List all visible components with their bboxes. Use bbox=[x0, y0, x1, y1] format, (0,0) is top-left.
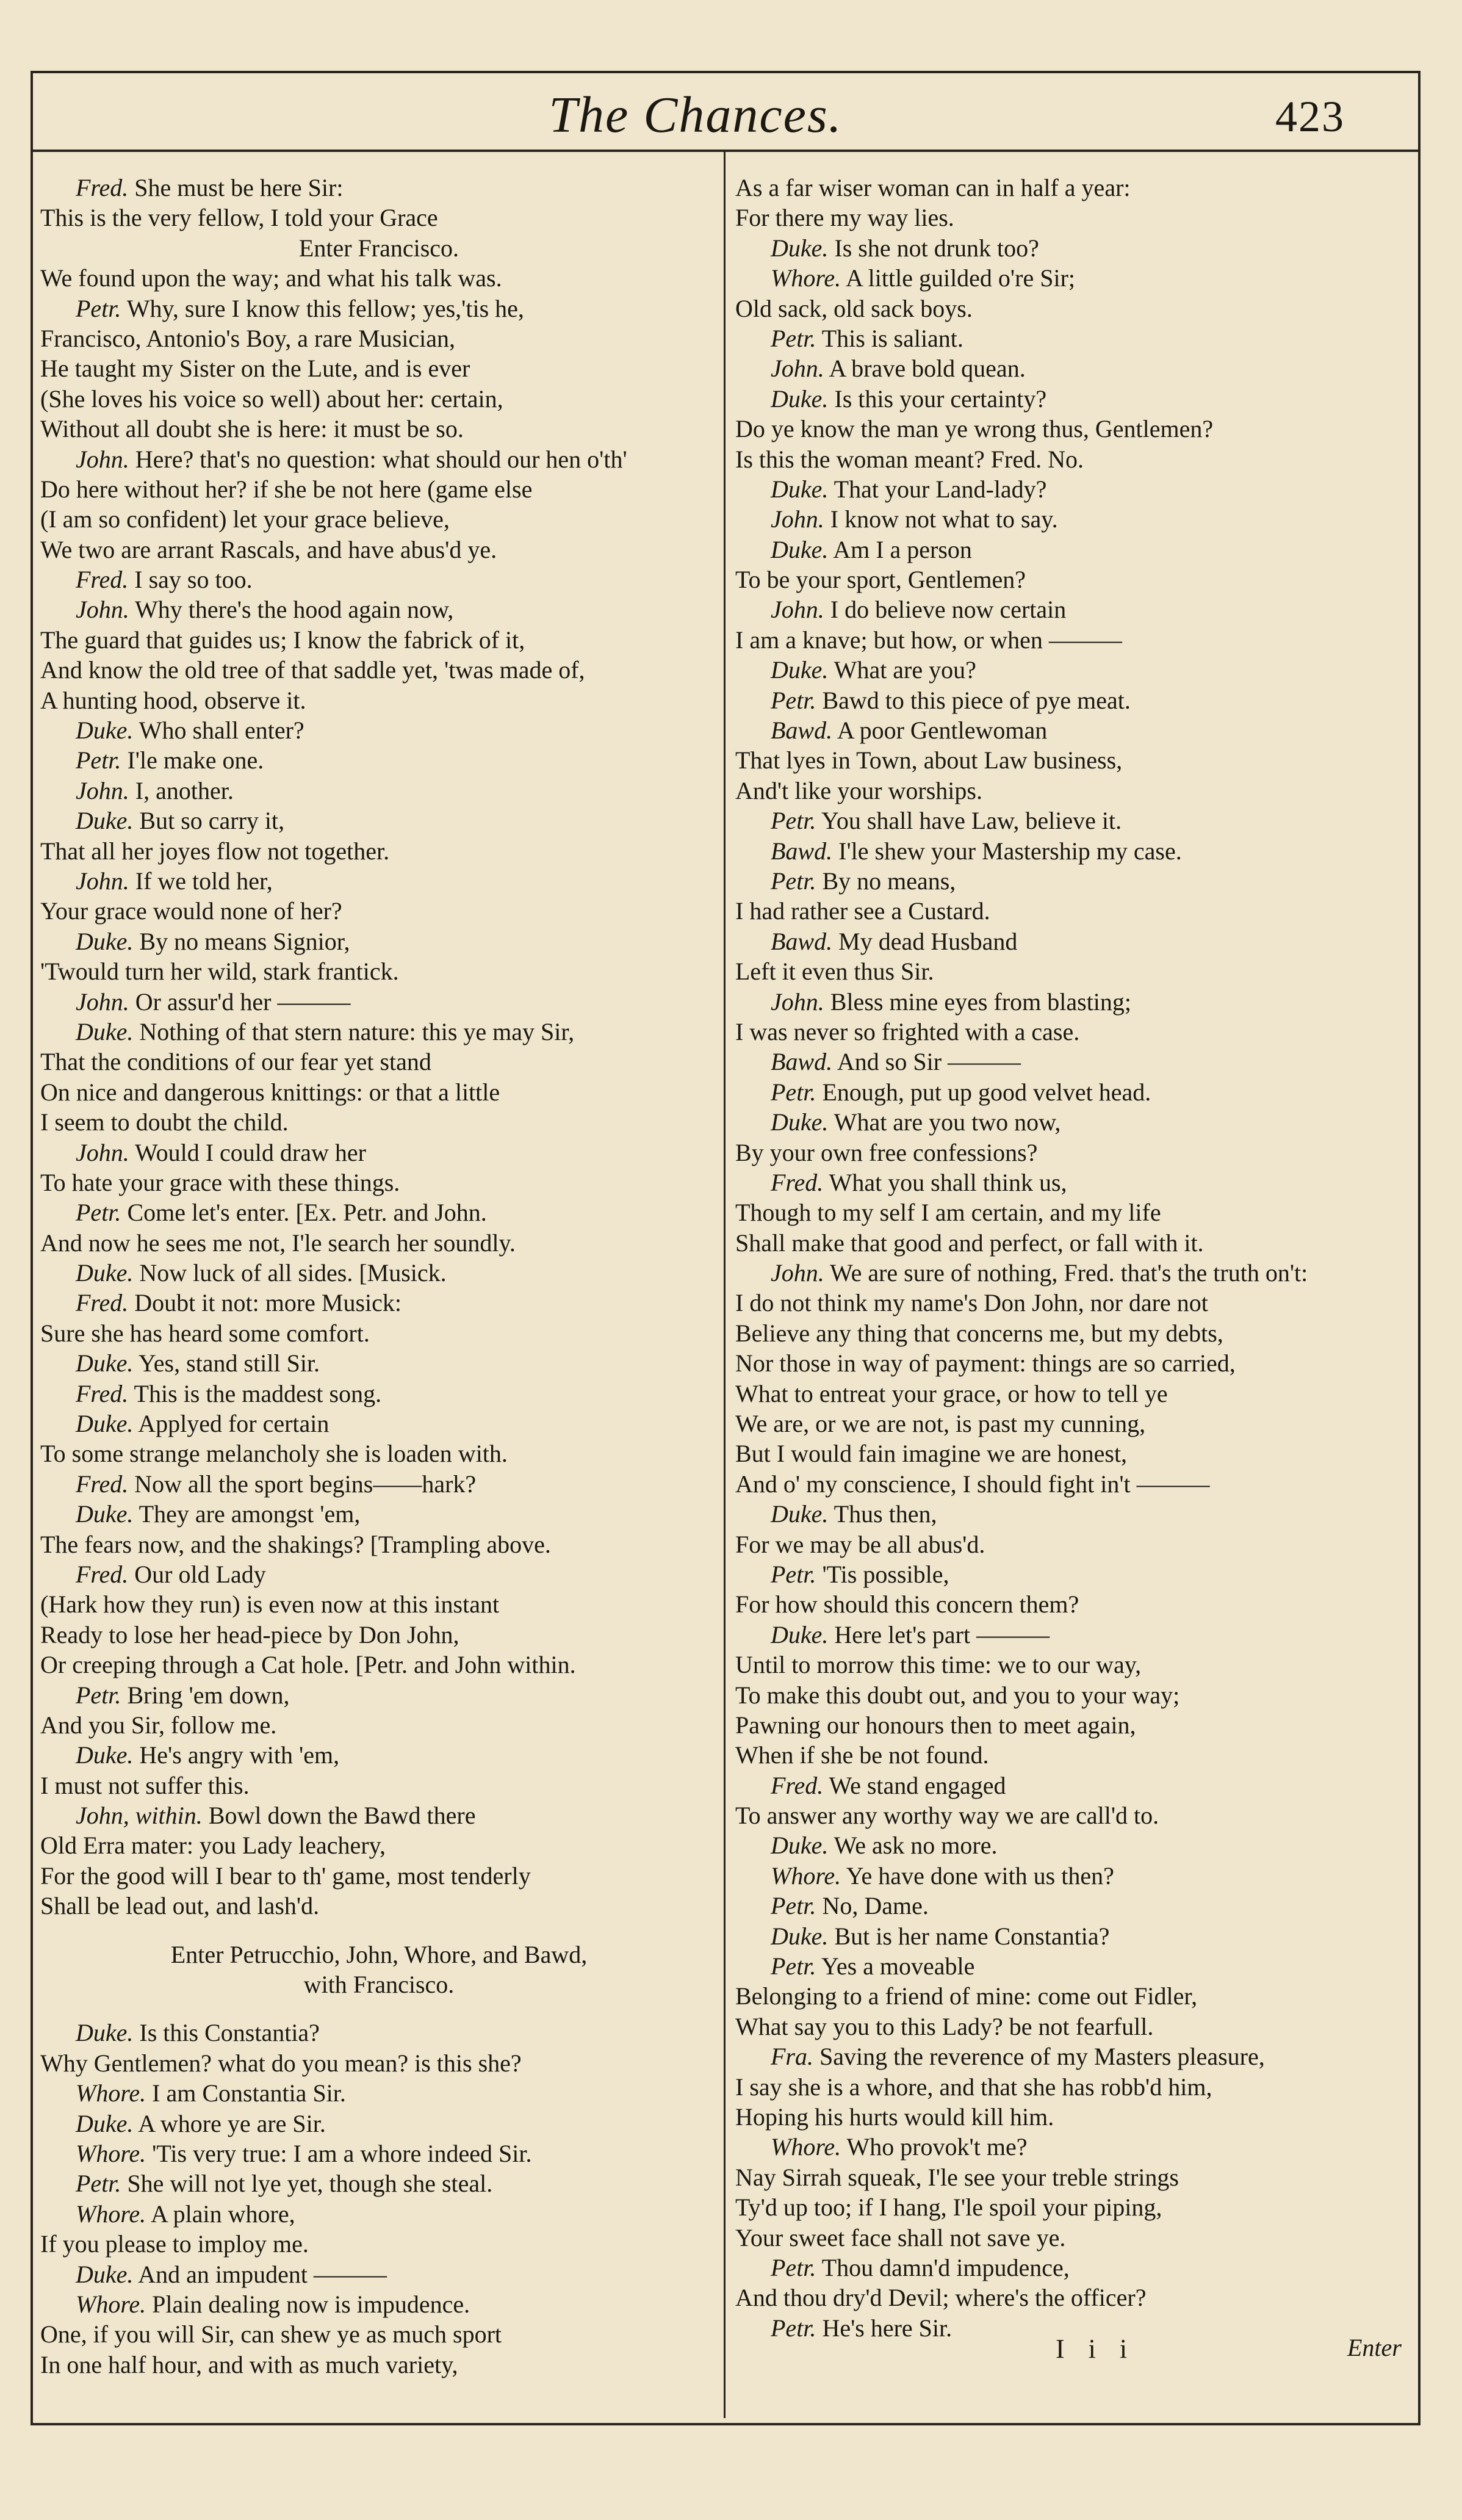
text-line: Without all doubt she is here: it must be so. bbox=[40, 415, 464, 443]
speaker-name: Fred. bbox=[76, 1379, 129, 1407]
text-line: For how should this concern them? bbox=[735, 1590, 1079, 1619]
text-line: John. I know not what to say. bbox=[771, 505, 1058, 533]
speaker-name: John, within. bbox=[76, 1802, 203, 1830]
speaker-name: Duke. bbox=[76, 1259, 134, 1287]
text-line: Fra. Saving the reverence of my Masters pleasure, bbox=[771, 2043, 1265, 2071]
speaker-name: Whore. bbox=[771, 264, 841, 292]
speaker-name: Fred. bbox=[76, 1470, 129, 1498]
text-line: Petr. Why, sure I know this fellow; yes,'tis he, bbox=[76, 294, 524, 322]
text-line: Petr. Bring 'em down, bbox=[76, 1681, 290, 1709]
text-line: And you Sir, follow me. bbox=[40, 1711, 277, 1739]
text-line: John. Would I could draw her bbox=[76, 1138, 366, 1166]
text-line: Duke. A whore ye are Sir. bbox=[76, 2109, 326, 2137]
text-line: Petr. He's here Sir. bbox=[771, 2314, 952, 2342]
text-line: Fred. We stand engaged bbox=[771, 1771, 1006, 1799]
speaker-name: Petr. bbox=[76, 1681, 121, 1709]
speaker-name: Petr. bbox=[76, 2170, 121, 2198]
text-line: Bawd. My dead Husband bbox=[771, 927, 1018, 955]
text-line: Believe any thing that concerns me, but my debts, bbox=[735, 1319, 1223, 1347]
text-line: I say she is a whore, and that she has robb'd him, bbox=[735, 2073, 1212, 2101]
text-line: Whore. A plain whore, bbox=[76, 2200, 295, 2228]
speaker-name: Fra. bbox=[771, 2043, 813, 2071]
text-line: Petr. You shall have Law, believe it. bbox=[771, 807, 1122, 835]
catchword: Enter bbox=[1347, 2334, 1402, 2361]
speaker-name: Duke. bbox=[771, 1832, 829, 1860]
text-line: And now he sees me not, I'le search her soundly. bbox=[40, 1229, 516, 1257]
speaker-name: Fred. bbox=[76, 566, 129, 594]
text-line: Pawning our honours then to meet again, bbox=[735, 1711, 1136, 1739]
text-line: John. Or assur'd her ——— bbox=[76, 987, 351, 1016]
speaker-name: John. bbox=[76, 445, 129, 473]
speaker-name: Bawd. bbox=[771, 927, 833, 955]
text-line: Duke. And an impudent ——— bbox=[76, 2260, 387, 2288]
text-line: One, if you will Sir, can shew ye as much sport bbox=[40, 2320, 502, 2349]
text-line: Petr. She will not lye yet, though she steal. bbox=[76, 2170, 493, 2198]
speaker-name: Duke. bbox=[76, 1349, 134, 1377]
text-line: In one half hour, and with as much variety, bbox=[40, 2350, 458, 2378]
text-line: Petr. Bawd to this piece of pye meat. bbox=[771, 686, 1131, 714]
signature-mark: I i i bbox=[1056, 2334, 1136, 2364]
speaker-name: Whore. bbox=[771, 2133, 841, 2161]
text-line: Petr. Enough, put up good velvet head. bbox=[771, 1078, 1151, 1106]
text-line: John. I do believe now certain bbox=[771, 596, 1067, 624]
text-line: Whore. Ye have done with us then? bbox=[771, 1861, 1114, 1890]
text-line: By your own free confessions? bbox=[735, 1138, 1038, 1166]
text-line: And thou dry'd Devil; where's the officer? bbox=[735, 2284, 1147, 2312]
text-line: Petr. No, Dame. bbox=[771, 1892, 929, 1920]
text-line: with Francisco. bbox=[303, 1971, 455, 1999]
speaker-name: Fred. bbox=[76, 1289, 129, 1317]
text-line: Fred. This is the maddest song. bbox=[76, 1379, 382, 1407]
text-line: Duke. But so carry it, bbox=[76, 807, 285, 835]
speaker-name: Duke. bbox=[76, 1410, 134, 1438]
speaker-name: Fred. bbox=[771, 1168, 824, 1196]
speaker-name: Duke. bbox=[76, 2109, 134, 2137]
speaker-name: Petr. bbox=[771, 867, 816, 895]
text-line: Whore. Who provok't me? bbox=[771, 2133, 1028, 2161]
text-line: That lyes in Town, about Law business, bbox=[735, 746, 1123, 774]
text-line: Fred. Our old Lady bbox=[76, 1560, 266, 1588]
text-line: This is the very fellow, I told your Grace bbox=[40, 204, 438, 232]
text-line: What to entreat your grace, or how to tell ye bbox=[735, 1379, 1168, 1407]
text-line: Enter Francisco. bbox=[298, 234, 459, 262]
text-line: Petr. By no means, bbox=[771, 867, 956, 895]
text-line: I was never so frighted with a case. bbox=[735, 1017, 1080, 1045]
text-line: Whore. A little guilded o're Sir; bbox=[771, 264, 1076, 292]
speaker-name: Petr. bbox=[771, 1560, 816, 1588]
speaker-name: Duke. bbox=[76, 927, 134, 955]
text-line: (She loves his voice so well) about her: certain, bbox=[40, 384, 503, 413]
text-line: Bawd. And so Sir ——— bbox=[771, 1048, 1021, 1076]
text-line: Whore. Plain dealing now is impudence. bbox=[76, 2290, 470, 2318]
speaker-name: Petr. bbox=[771, 1078, 816, 1106]
text-line: Francisco, Antonio's Boy, a rare Musician, bbox=[40, 324, 456, 352]
text-line: Old Erra mater: you Lady leachery, bbox=[40, 1832, 386, 1860]
text-line: I do not think my name's Don John, nor dare not bbox=[735, 1289, 1208, 1317]
speaker-name: John. bbox=[76, 776, 129, 804]
text-line: Duke. Yes, stand still Sir. bbox=[76, 1349, 320, 1377]
text-line: John. If we told her, bbox=[76, 867, 273, 895]
text-line: Duke. Nothing of that stern nature: this ye may Sir, bbox=[76, 1017, 575, 1045]
text-line: Duke. That your Land-lady? bbox=[771, 475, 1047, 503]
speaker-name: Whore. bbox=[76, 2290, 146, 2318]
text-line: Nor those in way of payment: things are so carried, bbox=[735, 1349, 1236, 1377]
text-line: Duke. Is this Constantia? bbox=[76, 2019, 320, 2047]
text-line: Duke. What are you? bbox=[771, 656, 976, 684]
text-line: Shall be lead out, and lash'd. bbox=[40, 1892, 320, 1920]
text-line: Enter Petrucchio, John, Whore, and Bawd, bbox=[170, 1940, 588, 1968]
text-line: Until to morrow this time: we to our way, bbox=[735, 1651, 1142, 1679]
speaker-name: Duke. bbox=[76, 2019, 134, 2047]
speaker-name: John. bbox=[771, 596, 824, 624]
page-number: 423 bbox=[1275, 92, 1345, 141]
speaker-name: Duke. bbox=[771, 1922, 829, 1950]
text-line: Duke. Now luck of all sides. [Musick. bbox=[76, 1259, 447, 1287]
text-line: We are, or we are not, is past my cunning, bbox=[735, 1410, 1146, 1438]
text-line: Fred. She must be here Sir: bbox=[76, 174, 344, 201]
text-line: Fred. Now all the sport begins——hark? bbox=[76, 1470, 477, 1498]
text-line: John. We are sure of nothing, Fred. that's the truth on't: bbox=[771, 1259, 1308, 1287]
speaker-name: John. bbox=[771, 1259, 824, 1287]
speaker-name: Whore. bbox=[76, 2140, 146, 2167]
text-line: John. Bless mine eyes from blasting; bbox=[771, 987, 1132, 1016]
text-line: I must not suffer this. bbox=[40, 1771, 250, 1799]
text-line: Why Gentlemen? what do you mean? is this she? bbox=[40, 2049, 522, 2077]
speaker-name: Duke. bbox=[76, 1741, 134, 1769]
speaker-name: John. bbox=[771, 505, 824, 533]
speaker-name: Duke. bbox=[771, 234, 829, 262]
text-line: Bawd. I'le shew your Mastership my case. bbox=[771, 837, 1182, 865]
text-line: (I am so confident) let your grace believe, bbox=[40, 505, 450, 533]
text-line: What say you to this Lady? be not fearfull. bbox=[735, 2012, 1154, 2040]
text-line: To make this doubt out, and you to your way; bbox=[735, 1681, 1180, 1709]
text-line: For there my way lies. bbox=[735, 204, 954, 232]
text-line: Do ye know the man ye wrong thus, Gentlemen? bbox=[735, 415, 1214, 443]
text-line: Fred. Doubt it not: more Musick: bbox=[76, 1289, 402, 1317]
text-line: Duke. We ask no more. bbox=[771, 1832, 998, 1860]
text-line: Duke. Is she not drunk too? bbox=[771, 234, 1039, 262]
text-line: The guard that guides us; I know the fabrick of it, bbox=[40, 626, 525, 654]
text-line: John. A brave bold quean. bbox=[771, 355, 1026, 383]
speaker-name: Petr. bbox=[771, 807, 816, 835]
text-line: Petr. Yes a moveable bbox=[771, 1952, 975, 1980]
speaker-name: Petr. bbox=[76, 746, 121, 774]
speaker-name: Fred. bbox=[76, 1560, 129, 1588]
speaker-name: John. bbox=[771, 355, 824, 383]
running-title: The Chances. bbox=[549, 87, 843, 143]
text-line: Duke. Here let's part ——— bbox=[771, 1620, 1050, 1648]
text-line: Petr. This is saliant. bbox=[771, 324, 963, 352]
speaker-name: Whore. bbox=[76, 2079, 146, 2107]
speaker-name: Bawd. bbox=[771, 717, 833, 745]
text-line: On nice and dangerous knittings: or that a little bbox=[40, 1078, 500, 1106]
speaker-name: John. bbox=[76, 1138, 129, 1166]
speaker-name: Bawd. bbox=[771, 1048, 833, 1076]
text-line: Though to my self I am certain, and my life bbox=[735, 1199, 1161, 1227]
text-line: Fred. What you shall think us, bbox=[771, 1168, 1067, 1196]
speaker-name: Duke. bbox=[76, 1017, 134, 1045]
text-line: I am a knave; but how, or when ——— bbox=[735, 626, 1122, 654]
text-line: Duke. Thus then, bbox=[771, 1500, 937, 1528]
speaker-name: Duke. bbox=[76, 1500, 134, 1528]
text-line: Petr. Thou damn'd impudence, bbox=[771, 2253, 1070, 2281]
text-line: I had rather see a Custard. bbox=[735, 897, 990, 925]
text-line: Petr. 'Tis possible, bbox=[771, 1560, 949, 1588]
header-rule bbox=[31, 150, 1421, 152]
text-line: And know the old tree of that saddle yet, 'twas made of, bbox=[40, 656, 585, 684]
speaker-name: Petr. bbox=[771, 1892, 816, 1920]
text-line: I seem to doubt the child. bbox=[40, 1108, 289, 1136]
text-line: If you please to imploy me. bbox=[40, 2230, 309, 2258]
text-line: Duke. What are you two now, bbox=[771, 1108, 1061, 1136]
text-line: Or creeping through a Cat hole. [Petr. and John within. bbox=[40, 1651, 576, 1679]
text-line: For we may be all abus'd. bbox=[735, 1530, 985, 1558]
text-line: To hate your grace with these things. bbox=[40, 1168, 400, 1196]
text-line: Duke. Am I a person bbox=[771, 535, 972, 563]
speaker-name: Petr. bbox=[771, 2253, 816, 2281]
text-line bbox=[40, 1999, 718, 2018]
text-line: And o' my conscience, I should fight in't ——— bbox=[735, 1470, 1210, 1498]
text-line: John. Why there's the hood again now, bbox=[76, 596, 454, 624]
text-line: Bawd. A poor Gentlewoman bbox=[771, 717, 1048, 745]
speaker-name: Petr. bbox=[771, 1952, 816, 1980]
speaker-name: John. bbox=[76, 867, 129, 895]
text-line: Whore. 'Tis very true: I am a whore indeed Sir. bbox=[76, 2140, 532, 2167]
text-line: Nay Sirrah squeak, I'le see your treble strings bbox=[735, 2163, 1179, 2191]
speaker-name: John. bbox=[76, 596, 129, 624]
text-line: Duke. By no means Signior, bbox=[76, 927, 350, 955]
text-line: Your sweet face shall not save ye. bbox=[735, 2223, 1066, 2251]
text-line: We two are arrant Rascals, and have abus'd ye. bbox=[40, 535, 497, 563]
speaker-name: Duke. bbox=[771, 1500, 829, 1528]
right-column bbox=[735, 173, 1413, 2343]
text-line: Belonging to a friend of mine: come out Fidler, bbox=[735, 1982, 1198, 2010]
speaker-name: Duke. bbox=[76, 717, 134, 745]
speaker-name: Petr. bbox=[771, 324, 816, 352]
text-line: When if she be not found. bbox=[735, 1741, 989, 1769]
speaker-name: Petr. bbox=[771, 686, 816, 714]
text-line: Do here without her? if she be not here (game else bbox=[40, 475, 533, 503]
text-line: That the conditions of our fear yet stand bbox=[40, 1048, 431, 1076]
speaker-name: Duke. bbox=[771, 384, 829, 413]
speaker-name: Petr. bbox=[771, 2314, 816, 2342]
text-line: John, within. Bowl down the Bawd there bbox=[76, 1802, 476, 1830]
speaker-name: Duke. bbox=[76, 807, 134, 835]
text-line: Duke. But is her name Constantia? bbox=[771, 1922, 1110, 1950]
text-line: Whore. I am Constantia Sir. bbox=[76, 2079, 346, 2107]
text-line: But I would fain imagine we are honest, bbox=[735, 1440, 1128, 1468]
text-line: Left it even thus Sir. bbox=[735, 958, 934, 986]
text-line: Petr. Come let's enter. [Ex. Petr. and John. bbox=[76, 1199, 487, 1227]
text-line: Shall make that good and perfect, or fall with it. bbox=[735, 1229, 1204, 1257]
text-line: Duke. They are amongst 'em, bbox=[76, 1500, 361, 1528]
speaker-name: Fred. bbox=[76, 174, 129, 201]
speaker-name: Duke. bbox=[771, 656, 829, 684]
text-line: And't like your worships. bbox=[735, 776, 982, 804]
text-line: To answer any worthy way we are call'd to. bbox=[735, 1802, 1159, 1830]
text-line: The fears now, and the shakings? [Trampling above. bbox=[40, 1530, 551, 1558]
text-line: Hoping his hurts would kill him. bbox=[735, 2103, 1054, 2131]
text-line: Duke. Who shall enter? bbox=[76, 717, 304, 745]
text-line: Ty'd up too; if I hang, I'le spoil your piping, bbox=[735, 2193, 1162, 2222]
text-line: Duke. Is this your certainty? bbox=[771, 384, 1047, 413]
speaker-name: Duke. bbox=[771, 1108, 829, 1136]
speaker-name: Petr. bbox=[76, 294, 121, 322]
speaker-name: Duke. bbox=[771, 475, 829, 503]
text-line: He taught my Sister on the Lute, and is ever bbox=[40, 355, 470, 383]
text-line: (Hark how they run) is even now at this instant bbox=[40, 1590, 500, 1619]
text-line: John. I, another. bbox=[76, 776, 234, 804]
speaker-name: John. bbox=[771, 987, 824, 1016]
text-line: A hunting hood, observe it. bbox=[40, 686, 306, 714]
left-column bbox=[40, 173, 718, 2380]
speaker-name: John. bbox=[76, 987, 129, 1016]
speaker-name: Duke. bbox=[771, 1620, 829, 1648]
text-line: Fred. I say so too. bbox=[76, 566, 253, 594]
speaker-name: Bawd. bbox=[771, 837, 833, 865]
text-line: As a far wiser woman can in half a year: bbox=[735, 174, 1131, 201]
text-line: For the good will I bear to th' game, most tenderly bbox=[40, 1861, 531, 1890]
speaker-name: Fred. bbox=[771, 1771, 824, 1799]
text-line: 'Twould turn her wild, stark frantick. bbox=[40, 958, 399, 986]
text-line: Is this the woman meant? Fred. No. bbox=[735, 445, 1084, 473]
speaker-name: Whore. bbox=[76, 2200, 146, 2228]
speaker-name: Whore. bbox=[771, 1861, 841, 1890]
speaker-name: Petr. bbox=[76, 1199, 121, 1227]
text-line: To be your sport, Gentlemen? bbox=[735, 566, 1026, 594]
text-line: John. Here? that's no question: what should our hen o'th' bbox=[76, 445, 627, 473]
text-line: Your grace would none of her? bbox=[40, 897, 342, 925]
text-line: That all her joyes flow not together. bbox=[40, 837, 390, 865]
speaker-name: Duke. bbox=[76, 2260, 134, 2288]
text-line: Petr. I'le make one. bbox=[76, 746, 264, 774]
text-line: Duke. Applyed for certain bbox=[76, 1410, 329, 1438]
text-line: Sure she has heard some comfort. bbox=[40, 1319, 370, 1347]
text-line: To some strange melancholy she is loaden with. bbox=[40, 1440, 508, 1468]
text-line bbox=[40, 1921, 718, 1940]
text-line: We found upon the way; and what his talk was. bbox=[40, 264, 502, 292]
speaker-name: Duke. bbox=[771, 535, 829, 563]
text-line: Duke. He's angry with 'em, bbox=[76, 1741, 340, 1769]
text-line: Old sack, old sack boys. bbox=[735, 294, 973, 322]
text-line: Ready to lose her head-piece by Don John, bbox=[40, 1620, 459, 1648]
column-divider bbox=[724, 152, 726, 2418]
